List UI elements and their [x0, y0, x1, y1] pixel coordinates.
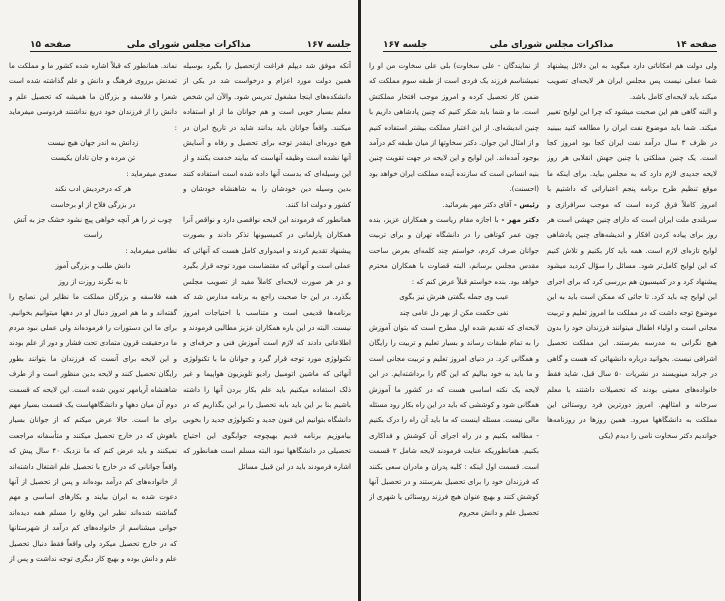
poetry-verse: تن مرده و جان نادان یکیست [50, 153, 136, 163]
body-paragraph: همه فلاسفه و بزرگان مملکت ما نظایر این نصایح را گفته‌اند و ما هم امروز دنبال او در دهها میتوانیم بخوانیم. برای ما این دستورات را فرموده‌اند ولی عملی نبود مردم ما درحقیقت قرون متمادی تحت فشار و دور از علم بودند و این لایحه برای آنست که فرزندان ما بتوانند بطور رایگان تحصیل کنند و لایحه بدین منظور است و از طرف شاهنشاه آریامهر تدوین شده است. این لایحه که قسمت دوم آن میان دهها و دانشگاههاست یک قسمت بسیار مهم برای ما است. حالا عرض میکنم که از جوانان بسیار باهوش که در خارج تحصیل میکنند و متأسفانه مراجعت نمیکنند و باید عرض کنم که ما نزدیک ۴۰ سال پیش که واقعاً جوانانی که در خارج با تحصیل علم اشتغال داشته‌اند از خانواده‌های کم درآمد بوده‌اند و پس از تحصیل از آنها دعوت شده به ایران بیایند و بکارهای اساسی و مهم گماشته شده‌اند نظیر این وقایع را مسلم همه دیده‌اند جوانی میشناسم از خانواده‌های کم درآمد از شهرستانها که در خارج تحصیل میکرد ولی واقعاً فقط دنبال تحصیل علم و دانش بوده و بهیچ کار دیگری توجه نداشت و پس از [9, 292, 177, 563]
speaker-paragraph [369, 197, 539, 212]
poetry-verse: تا به نگرند روزت از روز [58, 276, 128, 286]
publication-title: مذاکرات مجلس شورای ملی [489, 40, 614, 50]
speaker-name: دکتر مهر - [498, 215, 539, 225]
poetry-verse: دانش طلب و بزرگی آموز [55, 261, 131, 271]
speech-text: آقای دکتر مهر بفرمائید. [442, 199, 512, 209]
body-paragraph: نظامی میفرماید : [125, 245, 177, 255]
session-number: جلسه ۱۶۷ [306, 40, 351, 50]
text-column-right [183, 58, 351, 578]
publication-title: مذاکرات مجلس شورای ملی [126, 40, 251, 50]
body-paragraph: سعدی میفرماید : [126, 168, 177, 178]
body-paragraph: آنکه موفق شد دیپلم فراغت ازتحصیل را بگیرد بوسیله همین دولت مورد اعزام و درخواست شد در یکی از دانشکده‌های اینجا مشغول تدریس شود. والآن این شخص معلم بسیار خوبی است و هم جوانان ما از او استفاده میکنند. واقعاً جوانان باید بدانند شاید در تاریخ ایران در هیچ دوره‌ای اینقدر توجه برای تحصیل و رفاه و آسایش آنها نشده است وظیفه آنهاست که بیایند خدمت بکنند و از این وسیله‌ای که بدست آنها داده شده است استفاده کنند بدین وسیله دین خودشان را به شاهنشاه خودشان و کشور و دولت ادا کنند. [183, 61, 351, 209]
speaker-paragraph [369, 212, 539, 289]
body-paragraph: از نمایندگان - علی سخاوت) بلی علی سخاوت من او را نمیشناسم فرزند یک فردی است از طبقه سوم مملکت که ضمن کار تحصیل کرده و امروز موجب افتخار مملکتش است. ما و شما باید شکر کنیم که چنین پادشاهی داریم با چنین اندیشه‌ای. از این اعتبار مملکت بیشتر استفاده کنیم و از امثال این جوان. دکتر سخاوتها از میان طبقه کم درآمد بوجود آمده‌اند. این لوایح و این لایحه در جهت تقویت چنین بنیه انسانی است که سازنده آینده مملکت ایران خواهد بود (احسنت). [369, 61, 539, 194]
poetry-verse: چوب تر را هر آنچه خواهی پیچ نشود خشک جز به آتش راست [13, 215, 173, 240]
right-page [361, 0, 725, 601]
poetry-verse: در بزرگی فلاح از او برخاست [50, 199, 136, 209]
text-column-right [547, 58, 717, 578]
body-paragraph: نماند. همانطور که قبلاً اشاره شده کشور ما و مملکت ما تمدنش برروی فرهنگ و دانش و علم گذاشته شده است شعرا و فلاسفه و بزرگان ما همیشه که تحصیل علم و دانش را از فرزندان خود دریغ نداشتند فردوسی میفرماید : [9, 61, 177, 132]
poetry-verse: هر که درخردیش ادب نکند [54, 184, 132, 194]
body-paragraph: ولی دولت هم امکاناتی دارد میگوید به این دلائل پیشنهاد شما عملی نیست پس مجلس ایران هر لایحه‌ای تصویب میکند باید لایحه‌ای کامل باشد. [547, 61, 717, 101]
body-paragraph: لایحه‌ای که تقدیم شده اول مطرح است که بتوان آموزش را به تمام طبقات رساند و بسیار تعلیم و تربیت را رایگان و همگانی کرد. در دنیای امروز تعلیم و تربیت مجانی است و ما باید به خود ببالیم که این گام را برداشته‌ایم. در این لایحه یک نکته اساسی هست که در کشور ما آموزش همگانی شود و کوششی که باید در این راه بکار رود مسئله مالی نیست. مسئله اینست که ما باید آن راه را درک بکنیم - مطالعه بکنیم و در راه اجرای آن کوشش و فداکاری بکنیم. همانطوریکه عنایت فرمودند لایحه شامل ۲ قسمت است. قسمت اول اینکه : کلیه پدران و مادران سعی بکنند که فرزندان خود را برای تحصیل بفرستند و در تحصیل آنها کوشش کنند و بهیچ عنوان هیچ فرزند روستائی یا شهری از تحصیل علم و دانش محروم [369, 322, 539, 517]
body-paragraph: و البته گاهی هم این صحبت میشود که چرا این لوایح تغییر میکند. شما باید موضوع نفت ایران را مطالعه کنید ببینید در ظرف ۳ سال درآمد نفت ایران کجا بود امروز کجا است. یک چنین مملکتی با چنین جهش انقلابی هر روز لایحه جدیدی لازم دارد که به مجلس بیاید. برای اینکه ما موقع تنظیم طرح برنامه پنجم اعتباراتی که داشتیم با امروز کاملاً فرق کرده است که موجب سرافرازی و سربلندی ملت ایران است که دارای چنین جهشی است هر روز برای پیاده کردن افکار و اندیشه‌های چنین پادشاهی لوایح تازه‌ای لازم است. همه باید کار بکنیم و تلاش کنیم که این لوایح کامل‌تر شود. مسائل را سؤال کردید میشود پیشنهاد کرد و در کمیسیون هم بررسی کرد که برای اجرای این لوایح چه باید کرد. تا جائی که ممکن است باید به این موضوع توجه داشت که در مملکت ما امروز تعلیم و تربیت مجانی است و اولیاء اطفال میتوانند فرزندان خود را بدون هیچ نگرانی به مدرسه بفرستند. این مملکت تحصیل اشرافی نیست. بخوانید درباره دانشهائی که هست و گاهی در جراید مینویسند در نشریات ۵۰ سال قبل، شاید فقط خانواده‌های معینی بودند که تحصیلات داشتند با معلم سرخانه و امثالهم. امروز دورترین فرد روستائی این مملکت به دانشگاهها میرود. همین روزها در روزنامه‌ها خواندیم دکتر سخاوت نامی را دیدم (یکی [547, 107, 717, 440]
poetry-verse: عیب وی جمله بگفتی هنرش نیز بگوی [399, 292, 509, 302]
poetry-verse: نفی حکمت مکن از بهر دل عامی چند [399, 307, 509, 317]
page-header [30, 36, 351, 52]
left-page [0, 0, 359, 601]
session-number: جلسه ۱۶۷ [383, 40, 428, 50]
speech-text: با اجازه مقام ریاست و همکاران عزیز، بنده چون عمر کوتاهی را در دانشگاه تهران و برای تربیت جوانان صرف کردم، خواستم چند کلمه‌ای بعرض ساحت مقدس مجلس برسانم، البته قضاوت با همکاران محترم خواهد بود. بنده خواستم قبلاً عرض کنم که : [369, 215, 539, 286]
poetry-verse: زدانش به اندر جهان هیچ نیست [47, 138, 139, 148]
page-header [383, 36, 717, 52]
text-column-left [9, 58, 177, 578]
body-paragraph: همانطور که فرمودند این لایحه نواقصی دارد و نواقص آنرا همکاران پارلمانی در کمیسیونها تذکر دادند و بصورت پیشنهاد تقدیم کردند و امیدواری کامل هست که آنهائی که عملی است و آنهائی که مقتضاست مورد توجه قرار بگیرد و در هر صورت لایحه‌ای کاملاً مفید از تصویب مجلس بگذرد. در این جا صحبت راجع به برنامه مدارس شد که برنامه‌ها قدیمی است و متناسب با احتیاجات امروز نیست. البته در این باره همکاران عزیز مطالبی فرمودند و اطلاعاتی دادند که لازم است آموزش فنی و حرفه‌ای و تکنولوژی مورد توجه قرار گیرد و جوانان ما با تکنولوژی آنهائی که ماشین اتومبیل رادیو تلویزیون هواپیما و غیر ذلک استفاده میکنیم باید علم بکار بردن آنها را داشته باشیم بنا بر این باید بابه تحصیل را بر این بگذاریم که در دانشگاه بتوانیم این فنون جدید و تکنولوژی جدید را بخوبی بیاموزیم برنامه قدیم بهیچوجه جوابگوی این احتیاج تحصیلی در دانشگاهها نبود البته مسلم است همانطور که اشاره فرمودند باید در این قبیل مسائل [183, 215, 351, 471]
text-column-left [369, 58, 539, 578]
speaker-name: رئیس - [511, 199, 539, 209]
page-number: صفحه ۱۵ [30, 40, 72, 50]
page-number: صفحه ۱۴ [675, 40, 717, 50]
